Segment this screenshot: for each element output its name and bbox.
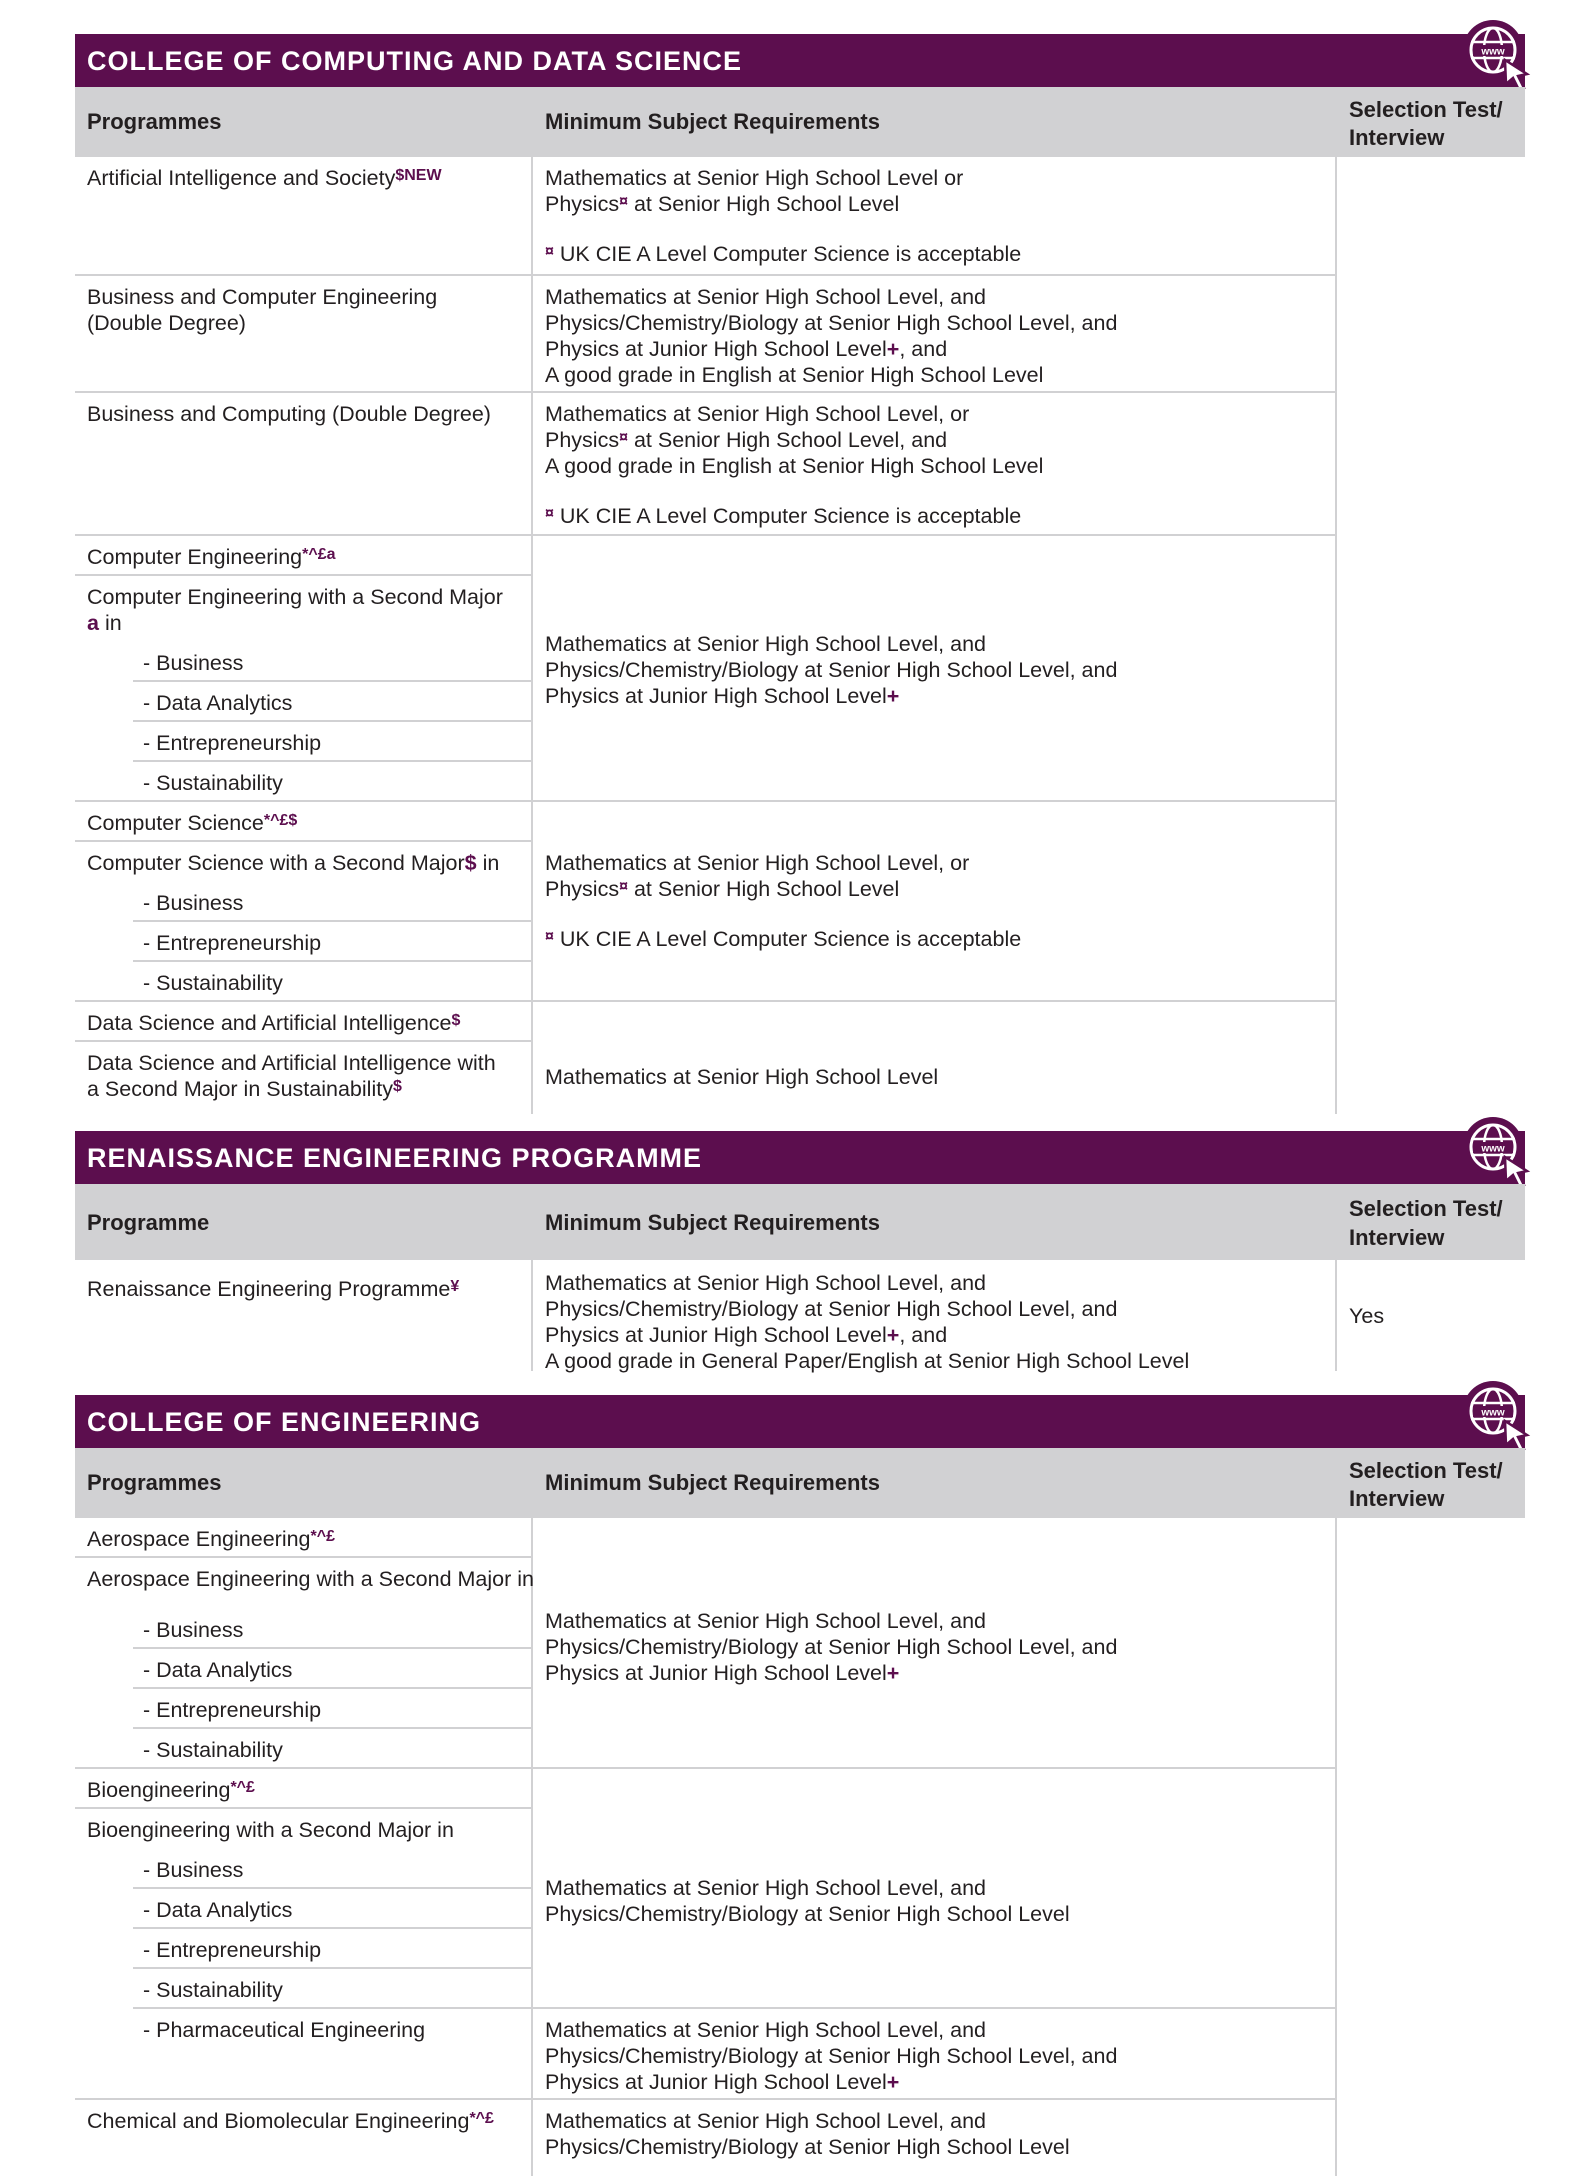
programme-name: Chemical and Biomolecular Engineering*^£ (87, 2109, 494, 2133)
svg-text:www: www (1481, 1143, 1505, 1155)
row-divider (133, 720, 531, 722)
major-item: - Entrepreneurship (143, 1938, 322, 1962)
row-divider (133, 680, 531, 682)
row-divider (75, 391, 1335, 393)
major-item: - Sustainability (143, 1738, 283, 1762)
header-requirements: Minimum Subject Requirements (533, 1184, 1335, 1260)
row-divider (133, 1927, 531, 1929)
programme-name: Business and Computer Engineering (Double Degree) (87, 285, 438, 335)
major-item: - Entrepreneurship (143, 1698, 322, 1722)
major-item: - Sustainability (143, 971, 283, 995)
major-item: - Entrepreneurship (143, 731, 322, 755)
row-divider (75, 840, 531, 842)
programme-name: Computer Science with a Second Major$ in (87, 851, 500, 875)
row-divider (75, 1040, 531, 1042)
programme-name: Computer Engineering$^{*\^{}£a}$ (87, 545, 336, 569)
section-banner (75, 34, 1525, 87)
requirement-text: Mathematics at Senior High School Level, or Physics¤ at Senior High School Level ¤ UK CIE A Level Computer Science is acceptable (545, 851, 1022, 951)
row-divider (133, 1887, 531, 1889)
svg-text:www: www (1481, 46, 1505, 58)
row-divider (75, 1807, 531, 1809)
requirement-text: Mathematics at Senior High School Level, and Physics/Chemistry/Biology at Senior High School Level (545, 2109, 1070, 2159)
major-item: - Data Analytics (143, 1898, 293, 1922)
section-title: COLLEGE OF ENGINEERING (87, 1407, 482, 1437)
column-divider (531, 1184, 533, 1371)
major-item: - Sustainability (143, 1978, 283, 2002)
programme-name: Computer Engineering with a Second Major a in (87, 585, 503, 635)
header-programmes: Programmes (75, 1448, 531, 1518)
www-globe-cursor-icon[interactable] (1461, 1377, 1531, 1457)
header-selection: Selection Test/ Interview (1337, 87, 1525, 157)
row-divider (75, 274, 1335, 276)
major-item: - Entrepreneurship (143, 931, 322, 955)
programme-name: Aerospace Engineering*^£ (87, 1527, 335, 1551)
major-item: - Business (143, 891, 244, 915)
programme-name: Data Science and Artificial Intelligence with a Second Major in Sustainability$ (87, 1051, 496, 1101)
row-divider (133, 1647, 531, 1649)
section-computing (75, 34, 1525, 1114)
requirement-text: Mathematics at Senior High School Level, and Physics/Chemistry/Biology at Senior High School Level (545, 1876, 1070, 1926)
section-banner (75, 1395, 1525, 1448)
programme-name: Renaissance Engineering Programme¥ (87, 1277, 460, 1301)
row-divider (75, 574, 531, 576)
major-item: - Business (143, 1858, 244, 1882)
column-divider (1335, 87, 1337, 1114)
requirement-text: Mathematics at Senior High School Level (545, 1065, 939, 1089)
row-divider (75, 2098, 1335, 2100)
programme-name: Business and Computing (Double Degree) (87, 402, 491, 426)
header-selection: Selection Test/ Interview (1337, 1184, 1525, 1260)
row-divider (133, 2007, 1335, 2009)
row-divider (133, 1727, 531, 1729)
header-requirements: Minimum Subject Requirements (533, 1448, 1335, 1518)
header-selection: Selection Test/ Interview (1337, 1448, 1525, 1518)
header-programmes: Programmes (75, 87, 531, 157)
major-item: - Business (143, 651, 244, 675)
selection-value: Yes (1349, 1304, 1385, 1328)
section-banner (75, 1131, 1525, 1184)
row-divider (133, 960, 531, 962)
column-divider (531, 1448, 533, 2176)
row-divider (75, 534, 1335, 536)
major-item: - Data Analytics (143, 1658, 293, 1682)
row-divider (133, 920, 531, 922)
row-divider (75, 1767, 1335, 1769)
programme-name: Bioengineering with a Second Major in (87, 1818, 454, 1842)
requirement-text: Mathematics at Senior High School Level, and Physics/Chemistry/Biology at Senior High School Level, and Physics at Junior High School Level+ (545, 1609, 1118, 1685)
major-item: - Sustainability (143, 771, 283, 795)
section-engineering (75, 1395, 1525, 2176)
requirement-text: Mathematics at Senior High School Level or Physics¤ at Senior High School Level ¤ UK CIE A Level Computer Science is acceptable (545, 166, 1022, 266)
www-globe-cursor-icon[interactable] (1461, 16, 1531, 96)
major-item: - Data Analytics (143, 691, 293, 715)
programme-name: Bioengineering*^£ (87, 1778, 255, 1802)
row-divider (133, 760, 531, 762)
row-divider (75, 1556, 531, 1558)
major-item: - Pharmaceutical Engineering (143, 2018, 426, 2042)
requirement-text: Mathematics at Senior High School Level, and Physics/Chemistry/Biology at Senior High School Level, and Physics at Junior High School Level+, and A good grade in General Paper/English at Senior High School Level (545, 1271, 1190, 1373)
requirement-text: Mathematics at Senior High School Level, and Physics/Chemistry/Biology at Senior High School Level, and Physics at Junior High School Level+ (545, 632, 1118, 708)
section-title: RENAISSANCE ENGINEERING PROGRAMME (87, 1143, 703, 1173)
major-item: - Business (143, 1618, 244, 1642)
column-divider (1335, 1184, 1337, 1371)
requirement-text: Mathematics at Senior High School Level, and Physics/Chemistry/Biology at Senior High School Level, and Physics at Junior High School Level+ (545, 2018, 1118, 2094)
header-programme: Programme (75, 1184, 531, 1260)
section-title: COLLEGE OF COMPUTING AND DATA SCIENCE (87, 46, 742, 76)
row-divider (133, 1687, 531, 1689)
programme-name: Computer Science*^£$ (87, 811, 298, 835)
www-globe-cursor-icon[interactable] (1461, 1113, 1531, 1193)
programme-name: Data Science and Artificial Intelligence$ (87, 1011, 461, 1035)
requirement-text: Mathematics at Senior High School Level, and Physics/Chemistry/Biology at Senior High School Level, and Physics at Junior High School Level+, and A good grade in English at Senior High School Level (545, 285, 1118, 387)
section-renaissance (75, 1131, 1525, 1371)
header-requirements: Minimum Subject Requirements (533, 87, 1335, 157)
column-divider (1335, 1448, 1337, 2176)
programme-name: Aerospace Engineering with a Second Major in (87, 1567, 534, 1591)
row-divider (75, 800, 1335, 802)
column-divider (531, 87, 533, 1114)
svg-text:www: www (1481, 1407, 1505, 1419)
programme-name: Artificial Intelligence and Society$^{\$NEW}$ (87, 166, 442, 190)
requirement-text: Mathematics at Senior High School Level, or Physics¤ at Senior High School Level, and A good grade in English at Senior High School Level ¤ UK CIE A Level Computer Science is acceptable (545, 402, 1044, 528)
row-divider (133, 1967, 531, 1969)
row-divider (75, 1000, 1335, 1002)
